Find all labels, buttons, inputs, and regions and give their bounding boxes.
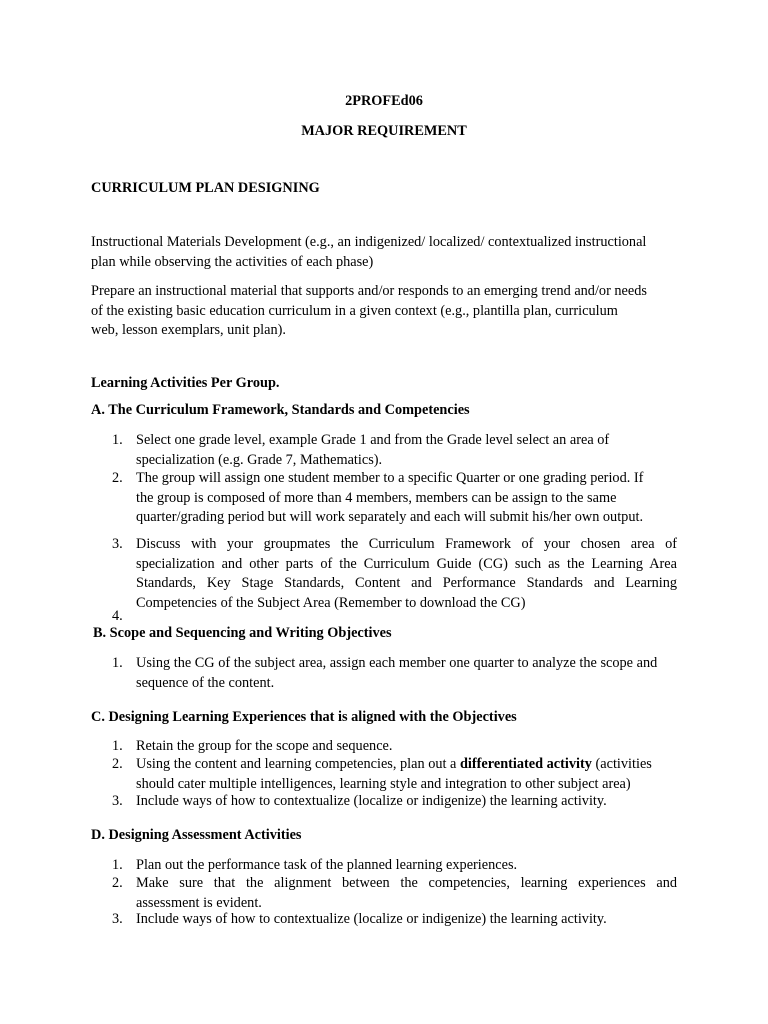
list-item-number: 2.: [112, 756, 123, 772]
list-item-number: 2.: [112, 875, 123, 891]
list-item-number: 3.: [112, 536, 123, 552]
list-item-line: Plan out the performance task of the planned learning experiences.: [136, 857, 518, 873]
list-item-text: Using the content and learning competencies, plan out a: [136, 756, 460, 772]
list-item-number: 3.: [112, 911, 123, 927]
list-item-line: The group will assign one student member to a specific Quarter or one grading period. If: [136, 470, 644, 486]
list-item-line: Select one grade level, example Grade 1 and from the Grade level select an area of: [136, 432, 610, 448]
section-d-title: D. Designing Assessment Activities: [91, 827, 302, 843]
section-b-title: B. Scope and Sequencing and Writing Objectives: [93, 625, 392, 641]
list-item-line: Include ways of how to contextualize (localize or indigenize) the learning activity.: [136, 911, 607, 927]
list-item-number: 1.: [112, 857, 123, 873]
list-item-line: sequence of the content.: [136, 674, 275, 691]
list-item-number: 2.: [112, 470, 123, 486]
section-a-title: A. The Curriculum Framework, Standards and Competencies: [91, 402, 470, 418]
list-item-number: 1.: [112, 738, 123, 754]
intro-paragraph-1: [91, 233, 677, 272]
section-c-title: C. Designing Learning Experiences that is aligned with the Objectives: [91, 709, 517, 725]
list-item-line: Using the CG of the subject area, assign each member one quarter to analyze the scope and: [136, 655, 658, 671]
learning-activities-title: Learning Activities Per Group.: [91, 375, 280, 391]
intro-paragraph-2: [91, 282, 677, 341]
list-item-line: Make sure that the alignment between the competencies, learning experiences and: [136, 875, 677, 891]
intro-p1-line-2: plan while observing the activities of each phase): [91, 253, 374, 270]
emphasis-text: differentiated activity: [459, 756, 592, 772]
list-item-line: [136, 755, 677, 775]
document-code: 2PROFEd06: [345, 93, 423, 109]
list-item-line: the group is composed of more than 4 members, members can be assign to the same: [136, 489, 617, 506]
list-item-line: specialization and other parts of the Curriculum Guide (CG) such as the Learning Area: [136, 555, 677, 572]
list-item-line: quarter/grading period but will work separately and each will submit his/her own output.: [136, 509, 644, 525]
list-item-text: (activities: [591, 756, 652, 772]
list-item-number: 3.: [112, 793, 123, 809]
list-item-line: Retain the group for the scope and sequence.: [136, 738, 393, 754]
list-item-line: Discuss with your groupmates the Curriculum Framework of your chosen area of: [136, 536, 677, 552]
list-item-line: should cater multiple intelligences, learning style and integration to other subject area): [136, 775, 631, 792]
list-item-line: assessment is evident.: [136, 894, 262, 911]
main-title: CURRICULUM PLAN DESIGNING: [91, 180, 320, 196]
intro-p2-line-2: of the existing basic education curriculum in a given context (e.g., plantilla plan, curriculum: [91, 302, 618, 319]
list-item-number: 1.: [112, 432, 123, 448]
list-item-line: Include ways of how to contextualize (localize or indigenize) the learning activity.: [136, 793, 607, 809]
list-item-line: Competencies of the Subject Area (Remember to download the CG): [136, 594, 526, 611]
list-item-number: 4.: [112, 608, 123, 624]
list-item-number: 1.: [112, 655, 123, 671]
document-subtitle: MAJOR REQUIREMENT: [301, 123, 467, 139]
intro-p2-line-3: web, lesson exemplars, unit plan).: [91, 322, 286, 338]
intro-p1-line-1: Instructional Materials Development (e.g., an indigenized/ localized/ contextualized instructional: [91, 234, 647, 250]
list-item-line: Standards, Key Stage Standards, Content and Performance Standards and Learning: [136, 575, 677, 591]
list-item-line: specialization (e.g. Grade 7, Mathematics).: [136, 451, 383, 468]
intro-p2-line-1: Prepare an instructional material that supports and/or responds to an emerging trend and/or needs: [91, 283, 647, 299]
